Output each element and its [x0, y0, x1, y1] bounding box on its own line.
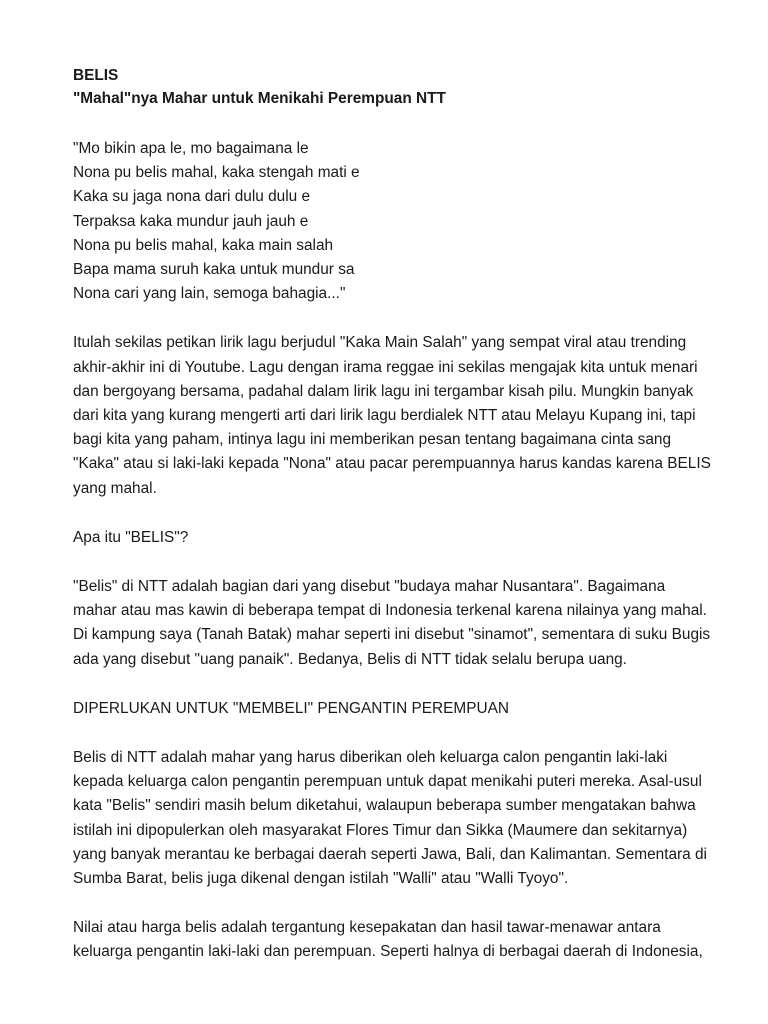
lyrics-block [73, 137, 713, 306]
document-subtitle: "Mahal"nya Mahar untuk Menikahi Perempuan NTT [73, 90, 446, 107]
question-heading: Apa itu "BELIS"? [73, 528, 189, 546]
paragraph-belis-value: Nilai atau harga belis adalah tergantung kesepakatan dan hasil tawar-menawar antara keluarga pengantin laki-laki dan perempuan. Seperti halnya di berbagai daerah di Indonesia, [73, 919, 703, 961]
paragraph-belis-origin: Belis di NTT adalah mahar yang harus diberikan oleh keluarga calon pengantin laki-laki kepada keluarga calon pengantin perempuan untuk dapat menikahi puteri mereka. Asal-usul kata "Belis" sendiri masih belum diketahui, walaupun beberapa sumber mengatakan bahwa istilah ini dipopulerkan oleh masyarakat Flores Timur dan Sikka (Maumere dan sekitarnya) yang banyak merantau ke berbagai daerah seperti Jawa, Bali, dan Kalimantan. Sementara di Sumba Barat, belis juga dikenal dengan istilah "Walli" atau "Walli Tyoyo". [73, 749, 707, 888]
lyrics-line: Terpaksa kaka mundur jauh jauh e [73, 212, 309, 230]
document-title: BELIS [73, 67, 119, 84]
lyrics-line: Nona cari yang lain, semoga bahagia..." [73, 285, 346, 303]
lyrics-line: Nona pu belis mahal, kaka main salah [73, 236, 334, 254]
lyrics-line: "Mo bikin apa le, mo bagaimana le [73, 140, 309, 157]
lyrics-line: Bapa mama suruh kaka untuk mundur sa [73, 261, 355, 279]
paragraph-belis-definition: "Belis" di NTT adalah bagian dari yang disebut "budaya mahar Nusantara". Bagaimana mahar atau mas kawin di beberapa tempat di Indonesia terkenal karena nilainya yang mahal. Di kampung saya (Tanah Batak) mahar seperti ini disebut "sinamot", sementara di suku Bugis ada yang disebut "uang panaik". Bedanya, Belis di NTT tidak selalu berupa uang. [73, 578, 711, 668]
lyrics-line: Kaka su jaga nona dari dulu dulu e [73, 188, 311, 206]
paragraph-intro: Itulah sekilas petikan lirik lagu berjudul "Kaka Main Salah" yang sempat viral atau trending akhir-akhir ini di Youtube. Lagu dengan irama reggae ini sekilas mengajak kita untuk menari dan bergoyang bersama, padahal dalam lirik lagu ini tergambar kisah pilu. Mungkin banyak dari kita yang kurang mengerti arti dari lirik lagu berdialek NTT atau Melayu Kupang ini, tapi bagi kita yang paham, intinya lagu ini memberikan pesan tentang bagaimana cinta sang "Kaka" atau si laki-laki kepada "Nona" atau pacar perempuannya harus kandas karena BELIS yang mahal. [73, 334, 711, 497]
section-heading: DIPERLUKAN UNTUK "MEMBELI" PENGANTIN PEREMPUAN [73, 699, 509, 717]
lyrics-line: Nona pu belis mahal, kaka stengah mati e [73, 164, 360, 182]
document-page [73, 66, 713, 990]
